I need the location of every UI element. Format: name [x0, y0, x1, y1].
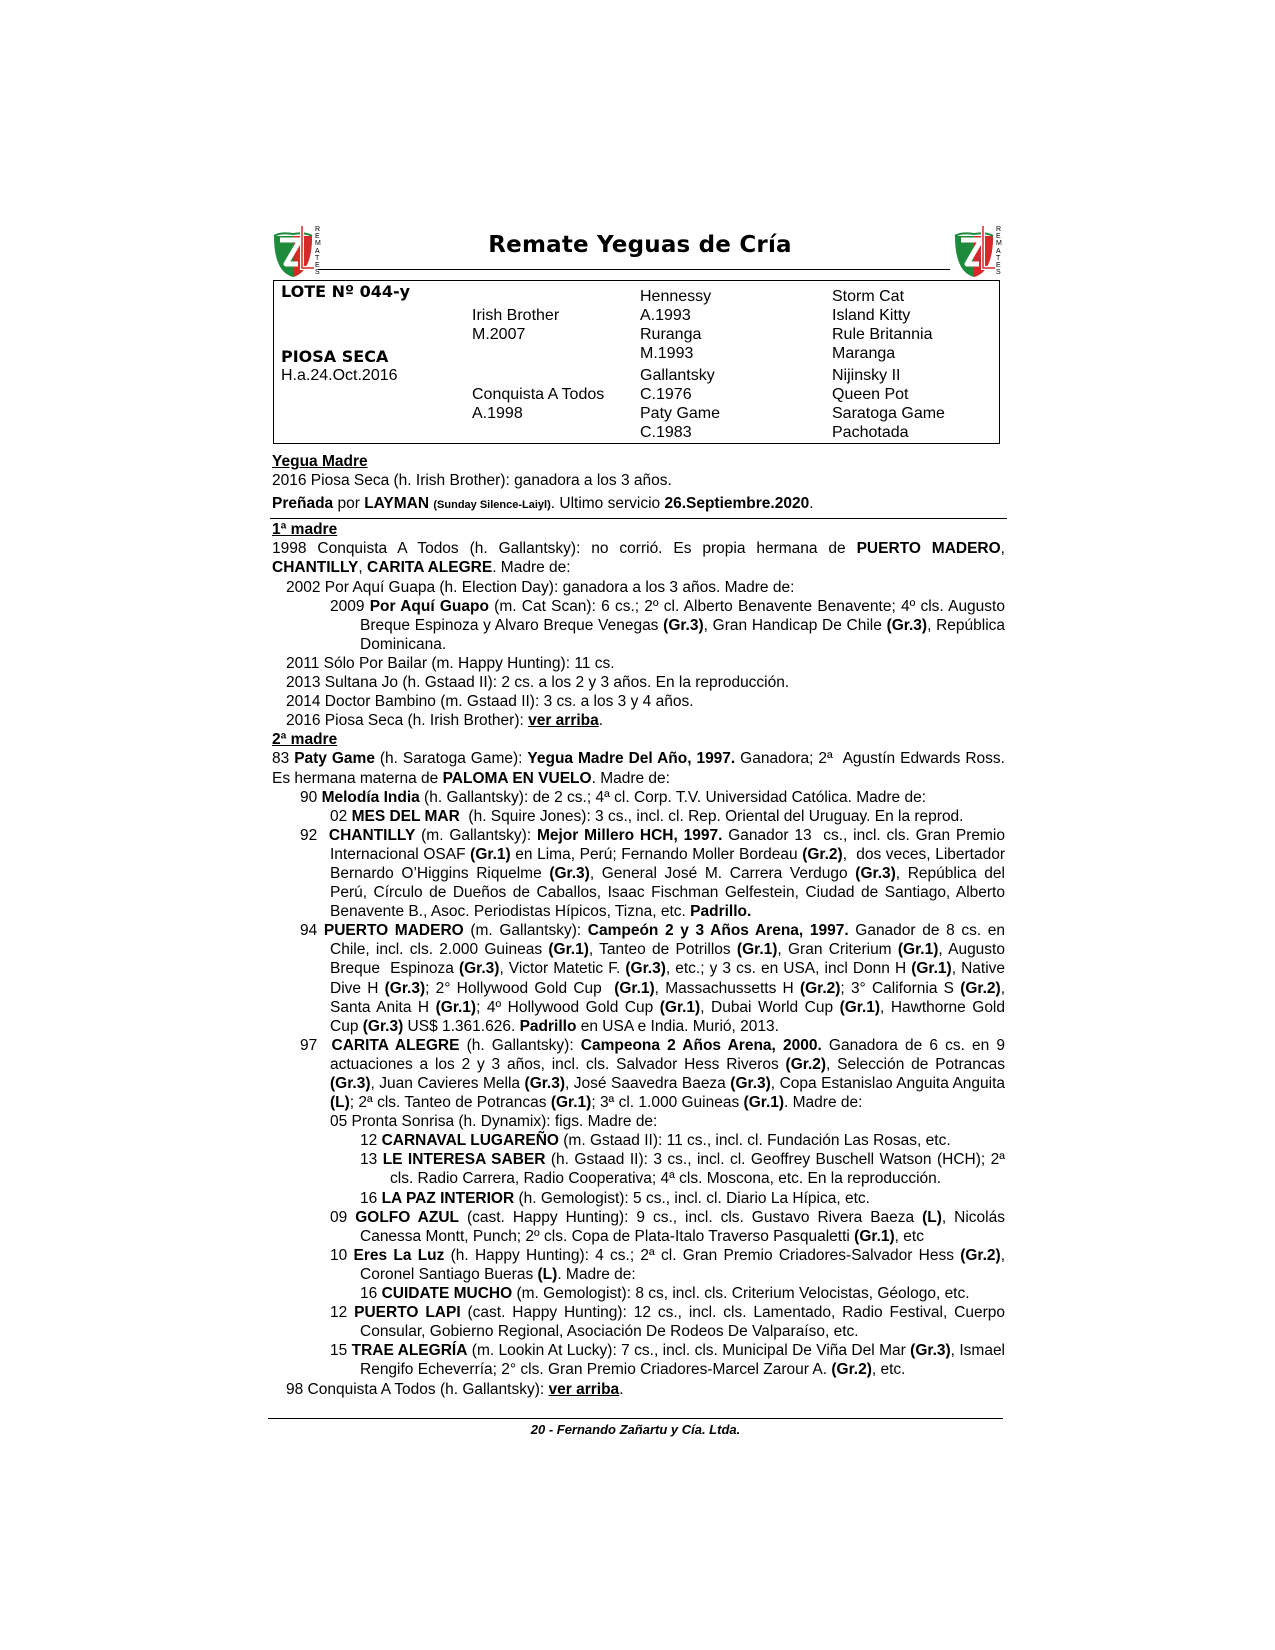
- title-underline: [318, 269, 950, 270]
- page-footer: 20 - Fernando Zañartu y Cía. Ltda.: [530, 1422, 741, 1437]
- produce-record: 98 Conquista A Todos (h. Gallantsky): ver arriba.: [286, 1380, 624, 1398]
- catalog-body: [272, 452, 1005, 1399]
- produce-record: 2009 Por Aquí Guapo (m. Cat Scan): 6 cs.; 2º cl. Alberto Benavente Benavente; 4º cls. Augusto Breque Espinoza y Alvaro Breque Venegas (Gr.3), Gran Handicap De Chile (Gr.3), República Dominicana.: [330, 597, 1006, 653]
- produce-record: 2016 Piosa Seca (h. Irish Brother): ganadora a los 3 años.: [272, 472, 672, 490]
- pregnancy-note: Preñada por LAYMAN (Sunday Silence-Laiyl). Ultimo servicio 26.Septiembre.2020.: [272, 495, 814, 513]
- section-heading-yegua-madre: Yegua Madre: [272, 453, 368, 470]
- dam-dam-info: C.1983: [640, 424, 692, 441]
- produce-record: 2016 Piosa Seca (h. Irish Brother): ver arriba.: [286, 712, 604, 730]
- dam-sire-info: C.1976: [640, 386, 692, 403]
- gg-dam-3: Queen Pot: [832, 386, 909, 403]
- gg-sire-2: Rule Britannia: [832, 326, 933, 343]
- dam-sire: Gallantsky: [640, 367, 715, 384]
- produce-record: 2014 Doctor Bambino (m. Gstaad II): 3 cs. a los 3 y 4 años.: [286, 693, 694, 711]
- produce-record: 2011 Sólo Por Bailar (m. Happy Hunting): 11 cs.: [286, 654, 615, 672]
- section-heading-2a-madre: 2ª madre: [272, 731, 338, 749]
- produce-record: 2013 Sultana Jo (h. Gstaad II): 2 cs. a los 2 y 3 años. En la reproducción.: [286, 674, 790, 692]
- produce-record: 13 LE INTERESA SABER (h. Gstaad II): 3 cs., incl. cl. Geoffrey Buschell Watson (HCH); 2ª cls. Radio Carrera, Radio Cooperativa; 4ª cls. Moscona, etc. En la reproducción.: [360, 1151, 1005, 1188]
- gg-dam-4: Pachotada: [832, 424, 909, 441]
- sire-dam: Ruranga: [640, 326, 702, 343]
- produce-record: 10 Eres La Luz (h. Happy Hunting): 4 cs.; 2ª cl. Gran Premio Criadores-Salvador Hess (Gr.2), Coronel Santiago Bueras (L). Madre de:: [330, 1246, 1005, 1283]
- logo-letters: R E M A T E S: [315, 226, 321, 277]
- produce-record: 94 PUERTO MADERO (m. Gallantsky): Campeón 2 y 3 Años Arena, 1997. Ganador de 8 cs. en Chile, incl. cls. 2.000 Guineas (Gr.1), Tanteo de Potrillos (Gr.1), Gran Criterium (Gr.1), Augusto Breque Espinoza (Gr.3), Victor Matetic F. (Gr.3), etc.; y 3 cs. en USA, incl Donn H (Gr.1), Native Dive H (Gr.3); 2° Hollywood Gold Cup (Gr.1), Massachussetts H (Gr.2); 3° California S (Gr.2), Santa Anita H (Gr.1); 4º Hollywood Gold Cup (Gr.1), Dubai World Cup (Gr.1), Hawthorne Gold Cup (Gr.3) US$ 1.361.626. Padrillo en USA e India. Murió, 2013.: [300, 922, 1006, 1035]
- shield-logo-icon: [270, 226, 316, 278]
- sire-info: M.2007: [472, 326, 526, 343]
- dam-info: A.1998: [472, 405, 523, 422]
- zl-remates-logo-left: [270, 226, 326, 278]
- produce-record: 92 CHANTILLY (m. Gallantsky): Mejor Millero HCH, 1997. Ganador 13 cs., incl. cls. Gran Premio Internacional OSAF (Gr.1) en Lima, Perú; Fernando Moller Bordeau (Gr.2), dos veces, Libertador Bernardo O’Higgins Riquelme (Gr.3), General José M. Carrera Verdugo (Gr.3), República del Perú, Círculo de Dueños de Caballos, Isaac Fischman Gelfestein, Ciudad de Santiago, Alberto Benavente B., Asoc. Periodistas Hípicos, Tizna, etc. Padrillo.: [300, 826, 1005, 921]
- second-dam-record: 83 Paty Game (h. Saratoga Game): Yegua Madre Del Año, 1997. Ganadora; 2ª Agustín Edwards Ross. Es hermana materna de PALOMA EN VUELO. Madre de:: [272, 750, 1005, 787]
- zl-remates-logo-right: [951, 226, 1007, 278]
- first-dam-record: 1998 Conquista A Todos (h. Gallantsky): no corrió. Es propia hermana de PUERTO MADERO, CHANTILLY, CARITA ALEGRE. Madre de:: [272, 540, 1005, 577]
- produce-record: 90 Melodía India (h. Gallantsky): de 2 cs.; 4ª cl. Corp. T.V. Universidad Católica. Madre de:: [300, 788, 927, 806]
- sire-sire: Hennessy: [640, 288, 712, 305]
- horse-name: PIOSA SECA: [281, 347, 389, 366]
- section-heading-1a-madre: 1ª madre: [272, 521, 338, 539]
- footer-rule: [268, 1418, 1003, 1419]
- sire-sire-info: A.1993: [640, 307, 691, 324]
- produce-record: 05 Pronta Sonrisa (h. Dynamix): figs. Madre de:: [330, 1113, 658, 1131]
- section-divider: [270, 518, 1007, 519]
- sire-name: Irish Brother: [472, 307, 560, 324]
- sire-dam-info: M.1993: [640, 345, 694, 362]
- produce-record: 12 CARNAVAL LUGAREÑO (m. Gstaad II): 11 cs., incl. cl. Fundación Las Rosas, etc.: [360, 1132, 951, 1150]
- gg-sire-3: Nijinsky II: [832, 367, 901, 384]
- produce-record: 2002 Por Aquí Guapa (h. Election Day): ganadora a los 3 años. Madre de:: [286, 578, 795, 596]
- dam-name: Conquista A Todos: [472, 386, 605, 403]
- produce-record: 16 LA PAZ INTERIOR (h. Gemologist): 5 cs., incl. cl. Diario La Hípica, etc.: [360, 1189, 870, 1207]
- gg-dam-1: Island Kitty: [832, 307, 911, 324]
- gg-sire-1: Storm Cat: [832, 288, 905, 305]
- horse-birth: H.a.24.Oct.2016: [281, 367, 398, 384]
- produce-record: 97 CARITA ALEGRE (h. Gallantsky): Campeona 2 Años Arena, 2000. Ganadora de 6 cs. en 9 actuaciones a los 2 y 3 años, incl. cls. Salvador Hess Riveros (Gr.2), Selección de Potrancas (Gr.3), Juan Cavieres Mella (Gr.3), José Saavedra Baeza (Gr.3), Copa Estanislao Anguita Anguita (L); 2ª cls. Tanteo de Potrancas (Gr.1); 3ª cl. 1.000 Guineas (Gr.1). Madre de:: [300, 1036, 1006, 1112]
- produce-record: 16 CUIDATE MUCHO (m. Gemologist): 8 cs, incl. cls. Criterium Velocistas, Géologo, etc.: [360, 1285, 970, 1303]
- produce-record: 12 PUERTO LAPI (cast. Happy Hunting): 12 cs., incl. cls. Lamentado, Radio Festival, Cuerpo Consular, Gobierno Regional, Asociación De Rodeos De Valparaíso, etc.: [330, 1304, 1005, 1341]
- gg-sire-4: Saratoga Game: [832, 405, 945, 422]
- lot-number: LOTE Nº 044-y: [281, 282, 411, 301]
- produce-record: 15 TRAE ALEGRÍA (m. Lookin At Lucky): 7 cs., incl. cls. Municipal De Viña Del Mar (Gr.3), Ismael Rengifo Echeverría; 2° cls. Gran Premio Criadores-Marcel Zarour A. (Gr.2), etc.: [330, 1342, 1006, 1379]
- logo-letters: R E M A T E S: [996, 226, 1002, 277]
- produce-record: 02 MES DEL MAR (h. Squire Jones): 3 cs., incl. cl. Rep. Oriental del Uruguay. En la reprod.: [330, 807, 964, 825]
- produce-record: 09 GOLFO AZUL (cast. Happy Hunting): 9 cs., incl. cls. Gustavo Rivera Baeza (L), Nicolás Canessa Montt, Punch; 2º cls. Copa de Plata-Italo Traverso Pasqualetti (Gr.1), etc: [330, 1208, 1005, 1245]
- shield-logo-icon: [951, 226, 997, 278]
- page-title: Remate Yeguas de Cría: [488, 232, 792, 258]
- dam-dam: Paty Game: [640, 405, 721, 422]
- gg-dam-2: Maranga: [832, 345, 896, 362]
